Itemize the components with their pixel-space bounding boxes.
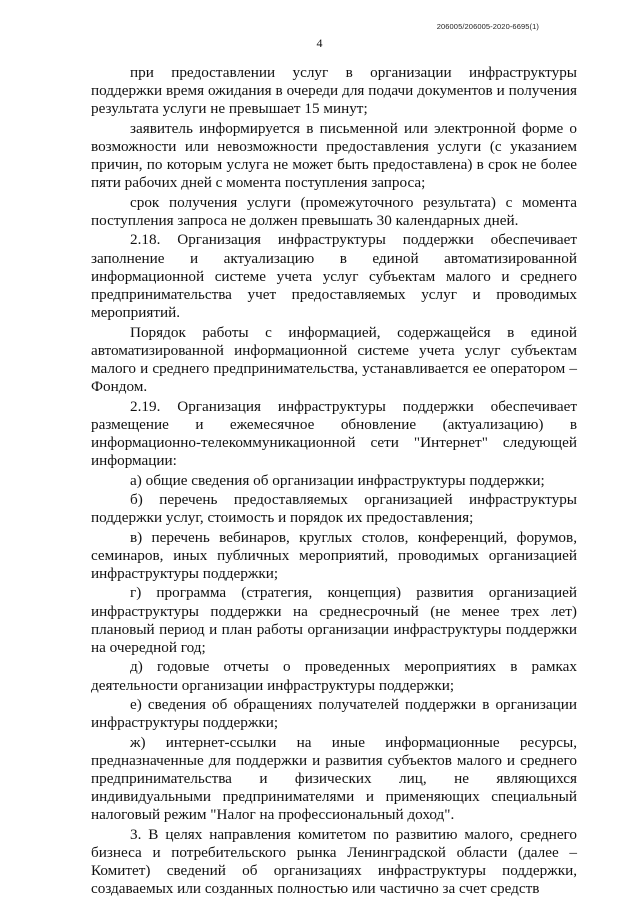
paragraph-wait-time: при предоставлении услуг в организации инфраструктуры поддержки время ожидания в очереди для подачи документов и получения результата услуги не превышает 15 минут;	[91, 64, 577, 118]
paragraph-applicant-informed: заявитель информируется в письменной или электронной форме о возможности или невозможности предоставления услуги (с указанием причин, по которым услуга не может быть предоставлена) в срок не более пяти рабочих дней с момента поступления запроса;	[91, 119, 577, 192]
paragraph-2-19: 2.19. Организация инфраструктуры поддержки обеспечивает размещение и ежемесячное обновление (актуализацию) в информационно-телекоммуникационной сети "Интернет" следующей информации:	[91, 397, 577, 470]
list-item-zh: ж) интернет-ссылки на иные информационные ресурсы, предназначенные для поддержки и развития субъектов малого и среднего предпринимательства и физических лиц, не являющихся индивидуальными предпринимателями и применяющих специальный налоговый режим "Налог на профессиональный доход".	[91, 733, 577, 824]
list-item-b: б) перечень предоставляемых организацией инфраструктуры поддержки услуг, стоимость и порядок их предоставления;	[91, 490, 577, 527]
page-number: 4	[316, 36, 323, 50]
document-id: 206005/206005-2020-6695(1)	[436, 22, 539, 31]
list-item-v: в) перечень вебинаров, круглых столов, конференций, форумов, семинаров, иных публичных мероприятий, проводимых организацией инфраструктуры поддержки;	[91, 528, 577, 582]
list-item-d: д) годовые отчеты о проведенных мероприятиях в рамках деятельности организации инфраструктуры поддержки;	[91, 658, 577, 694]
list-item-a: а) общие сведения об организации инфраструктуры поддержки;	[130, 471, 545, 489]
document-body	[91, 64, 577, 900]
list-item-e: е) сведения об обращениях получателей поддержки в организации инфраструктуры поддержки;	[91, 695, 577, 732]
list-item-g: г) программа (стратегия, концепция) развития организацией инфраструктуры поддержки на среднесрочный (не менее трех лет) плановый период и план работы организации инфраструктуры поддержки на очередной год;	[91, 584, 577, 656]
paragraph-section-3: 3. В целях направления комитетом по развитию малого, среднего бизнеса и потребительского рынка Ленинградской области (далее – Комитет) сведений об организациях инфраструктуры поддержки, создаваемых или созданных полностью или частично за счет средств	[91, 825, 577, 898]
paragraph-work-procedure: Порядок работы с информацией, содержащейся в единой автоматизированной информационной системе учета услуг субъектам малого и среднего предпринимательства, устанавливается ее оператором – Фондом.	[91, 323, 577, 396]
paragraph-service-term: срок получения услуги (промежуточного результата) с момента поступления запроса не должен превышать 30 календарных дней.	[91, 193, 577, 229]
paragraph-2-18: 2.18. Организация инфраструктуры поддержки обеспечивает заполнение и актуализацию в единой автоматизированной информационной системе учета услуг субъектам малого и среднего предпринимательства учет предоставляемых услуг и проводимых мероприятий.	[91, 231, 577, 322]
